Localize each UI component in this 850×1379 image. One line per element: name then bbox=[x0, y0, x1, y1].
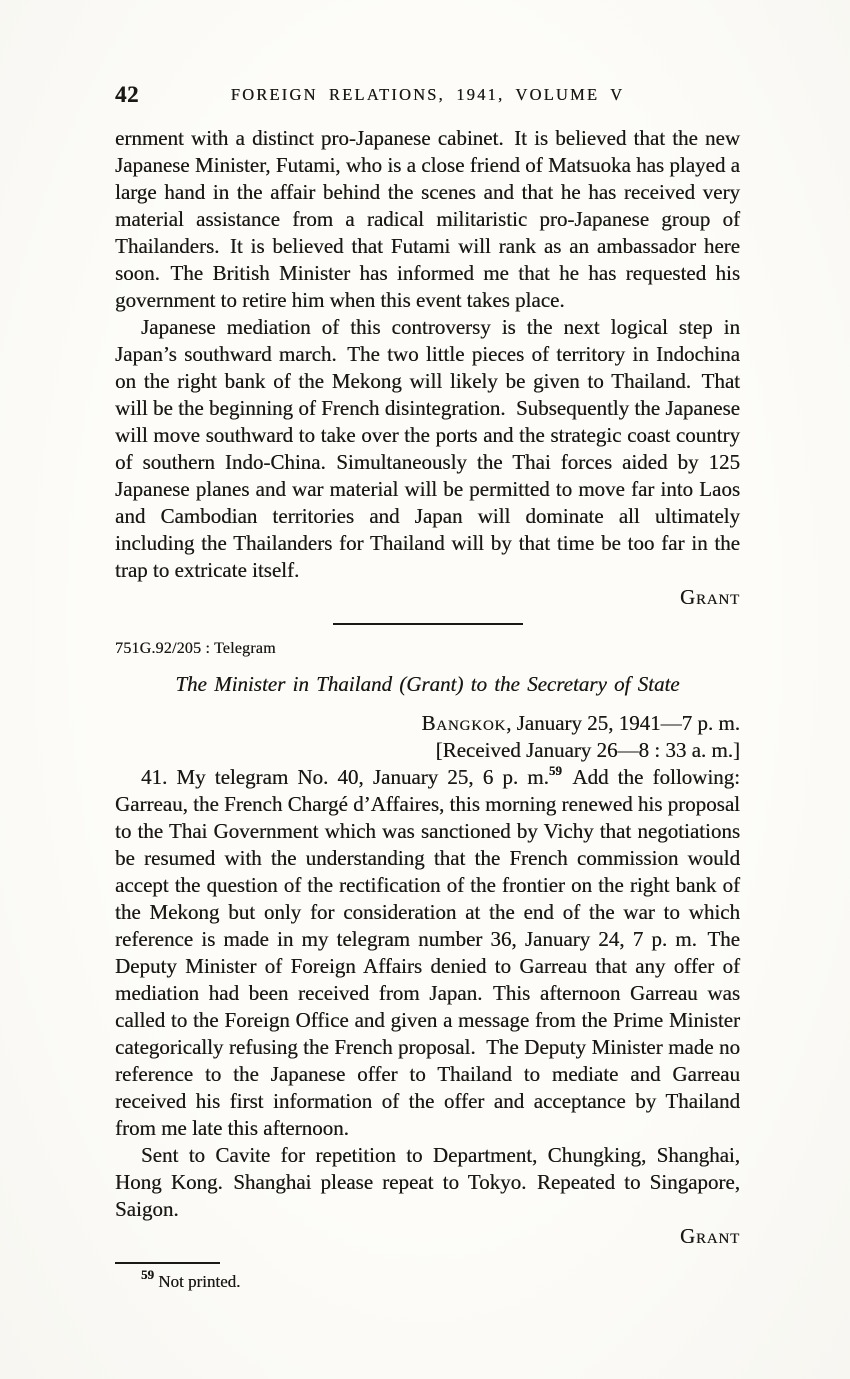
telegram-text-after-ref: Add the following: Garreau, the French Chargé d’Affaires, this morning renewed his proposal to the Thai Government which was sanctioned by Vichy that negotiations be resumed with the understanding that the French commission would accept the question of the rectification of the frontier on the right bank of the Mekong but only for consideration at the end of the war to which reference is made in my telegram number 36, January 24, 7 p. m. The Deputy Minister of Foreign Affairs denied to Garreau that any offer of mediation had been received from Japan. This afternoon Garreau was called to the Foreign Office and given a message from the Prime Minister categorically refusing the French proposal. The Deputy Minister made no reference to the Japanese offer to Thailand to mediate and Garreau received his first information of the offer and acceptance by Thailand from me late this afternoon. bbox=[115, 765, 740, 1140]
footnote bbox=[115, 1267, 740, 1293]
footnote-text: Not printed. bbox=[158, 1272, 241, 1291]
signature-line bbox=[115, 584, 740, 611]
received-line: [Received January 26—8 : 33 a. m.] bbox=[435, 738, 740, 762]
telegram-paragraph bbox=[115, 764, 740, 1142]
dateline bbox=[115, 710, 740, 737]
footnote-rule bbox=[115, 1262, 220, 1264]
page-number: 42 bbox=[115, 82, 139, 107]
paragraph-mediation: Japanese mediation of this controversy is the next logical step in Japan’s southward march. The two little pieces of territory in Indochina on the right bank of the Mekong will likely be given to Thailand. That will be the beginning of French disintegration. Subsequently the Japanese will move southward to take over the ports and the strategic coast country of southern Indo-China. Simultaneously the Thai forces aided by 125 Japanese planes and war material will be permitted to move far into Laos and Cambodian territories and Japan will dominate all ultimately including the Thailanders for Thailand will by that time be too far in the trap to extricate itself. bbox=[115, 315, 740, 582]
dateline-city: Bangkok bbox=[421, 711, 507, 735]
signature-line-2 bbox=[115, 1223, 740, 1250]
distribution-paragraph: Sent to Cavite for repetition to Department, Chungking, Shanghai, Hong Kong. Shanghai please repeat to Tokyo. Repeated to Singapore, Saigon. bbox=[115, 1143, 740, 1221]
dateline-date: , January 25, 1941—7 p. m. bbox=[506, 711, 740, 735]
page-header bbox=[115, 82, 740, 109]
section-divider-rule bbox=[333, 623, 523, 625]
signature-grant: Grant bbox=[680, 585, 740, 609]
telegram-text-before-ref: 41. My telegram No. 40, January 25, 6 p. m. bbox=[141, 765, 549, 789]
footnote-reference: 59 bbox=[548, 763, 562, 778]
document-heading: The Minister in Thailand (Grant) to the Secretary of State bbox=[175, 672, 680, 696]
footnote-marker: 59 bbox=[141, 1267, 154, 1283]
signature-grant-2: Grant bbox=[680, 1224, 740, 1248]
footnote-area bbox=[115, 1262, 740, 1293]
document-reference-line: 751G.92/205 : Telegram bbox=[115, 640, 276, 657]
running-title: FOREIGN RELATIONS, 1941, VOLUME V bbox=[230, 85, 625, 104]
paragraph-continuation: ernment with a distinct pro-Japanese cabinet. It is believed that the new Japanese Minister, Futami, who is a close friend of Matsuoka has played a large hand in the affair behind the scenes and that he has received very material assistance from a radical militaristic pro-Japanese group of Thailanders. It is believed that Futami will rank as an ambassador here soon. The British Minister has informed me that he has requested his government to retire him when this event takes place. bbox=[115, 126, 740, 312]
